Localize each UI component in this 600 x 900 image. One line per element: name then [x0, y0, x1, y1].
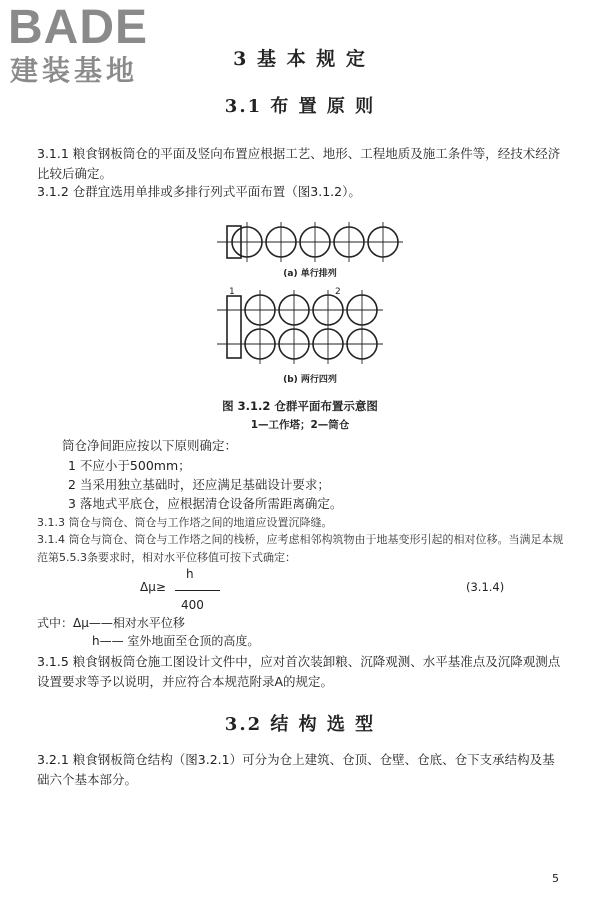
section-title-3-1: 3.1 布 置 原 则 — [224, 96, 376, 117]
logo-subtitle: 建装基地 — [10, 54, 139, 87]
formula-number: (3.1.4) — [466, 580, 505, 594]
logo-brand: BADE — [8, 1, 149, 54]
figure-label-1: 1 — [229, 287, 235, 297]
section-title-3-2: 3.2 结 构 选 型 — [224, 714, 376, 735]
rule-2: 2 当采用独立基础时，还应满足基础设计要求； — [68, 477, 330, 492]
figure-legend: 1—工作塔；2—筒仓 — [250, 419, 350, 431]
clause-3-1-1: 3.1.1 粮食钢板筒仓的平面及竖向布置应根据工艺、地形、工程地质及施工条件等，经技术经济比较后确定。 — [37, 146, 561, 181]
where-clause-2: h—— 室外地面至仓顶的高度。 — [92, 634, 260, 648]
clause-3-1-5: 3.1.5 粮食钢板筒仓施工图设计文件中，应对首次装卸粮、沉降观测、水平基准点及沉降观测点设置要求等予以说明，并应符合本规范附录A的规定。 — [37, 654, 561, 689]
chapter-title: 3 基 本 规 定 — [233, 48, 367, 70]
silo-layout-figure — [205, 218, 415, 388]
formula-numerator: h — [186, 567, 194, 581]
spacing-intro: 筒仓净间距应按以下原则确定： — [62, 438, 238, 453]
clause-3-1-3: 3.1.3 筒仓与筒仓、筒仓与工作塔之间的地道应设置沉降缝。 — [37, 516, 333, 529]
clause-3-1-4: 3.1.4 筒仓与筒仓、筒仓与工作塔之间的栈桥，应考虑相邻构筑物由于地基变形引起的相对位移。当满足本规范第5.5.3条要求时，相对水平位移值可按下式确定： — [37, 533, 564, 564]
clause-3-2-1: 3.2.1 粮食钢板筒仓结构（图3.2.1）可分为仓上建筑、仓顶、仓壁、仓底、仓下支承结构及基础六个基本部分。 — [37, 752, 555, 787]
figure-caption-b: (b) 两行四列 — [283, 375, 337, 385]
formula-fraction-bar — [175, 590, 220, 591]
work-tower-b — [227, 296, 241, 358]
figure-label-2: 2 — [335, 287, 341, 297]
page-number: 5 — [552, 872, 559, 885]
rule-3: 3 落地式平底仓，应根据清仓设备所需距离确定。 — [68, 496, 343, 511]
formula-lhs: Δμ≥ — [140, 580, 166, 594]
rule-1: 1 不应小于500mm； — [68, 458, 191, 473]
where-clause-1: 式中：Δμ——相对水平位移 — [37, 616, 185, 630]
clause-3-1-2: 3.1.2 仓群宜选用单排或多排行列式平面布置（图3.1.2）。 — [37, 184, 361, 199]
formula-denominator: 400 — [181, 598, 204, 612]
figure-caption: 图 3.1.2 仓群平面布置示意图 — [222, 399, 378, 413]
figure-caption-a: (a) 单行排列 — [283, 269, 337, 279]
